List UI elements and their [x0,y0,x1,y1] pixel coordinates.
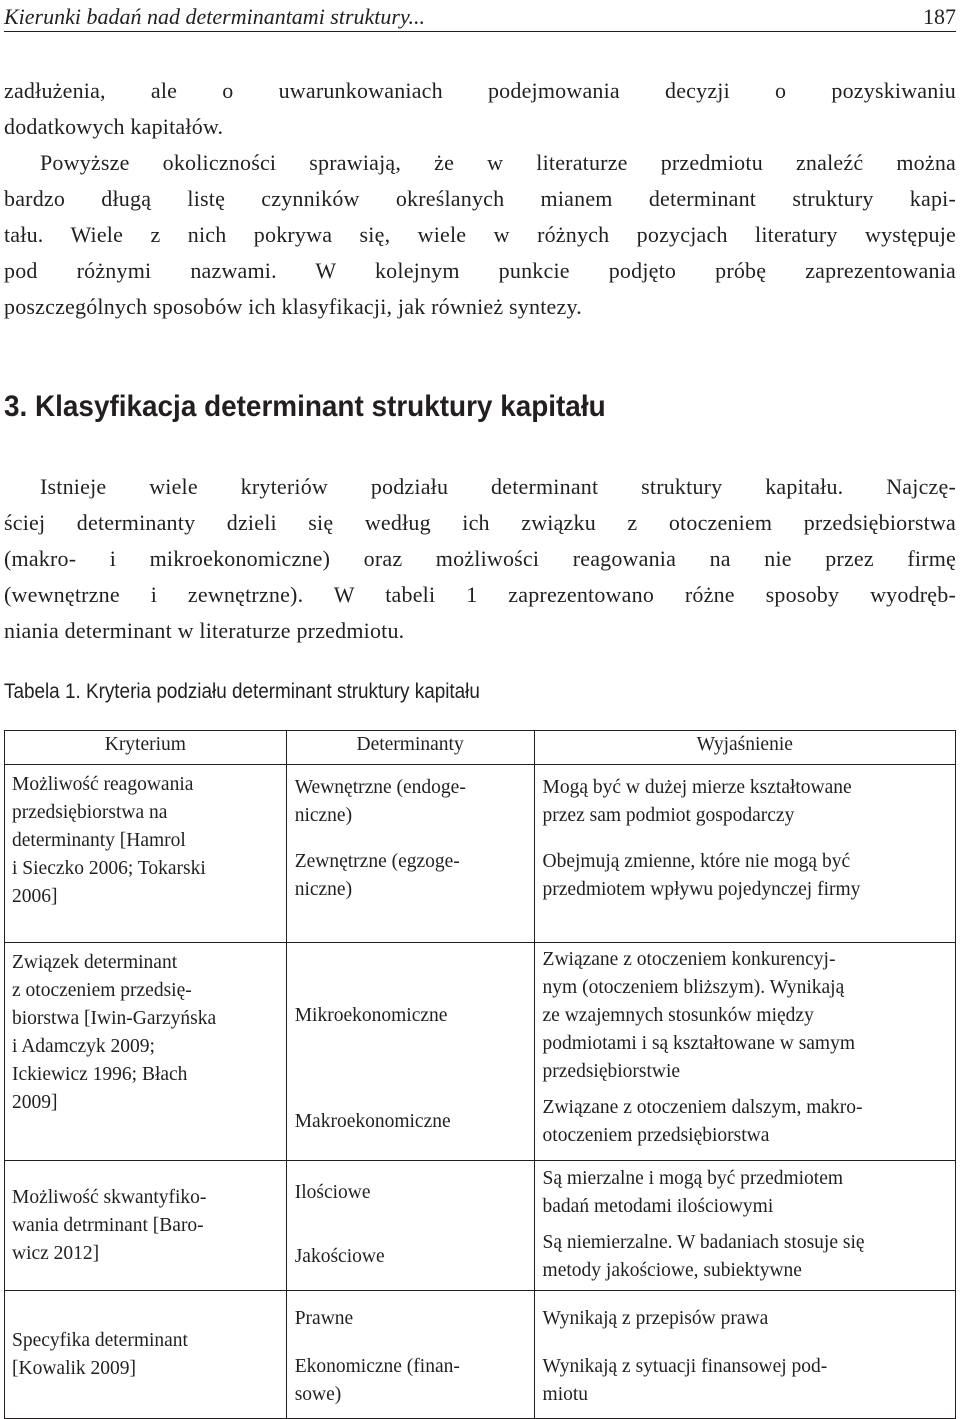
determinanty-cell [286,1161,534,1291]
wyjasnienie-cell [534,943,955,1161]
classification-table [4,730,956,1419]
determinanta-text: Prawne [294,1308,354,1329]
page-number: 187 [923,3,956,29]
text-line: (makro- i mikroekonomiczne) oraz możliwości reagowania na nie przez firmę [4,546,956,571]
text-line: Powyższe okoliczności sprawiają, że w literaturze przedmiotu znaleźć można [40,150,956,175]
table-row [5,765,956,943]
section-heading: 3. Klasyfikacja determinant struktury kapitału [4,390,606,423]
kryterium-cell [5,1161,287,1291]
determinanta-text: Makroekonomiczne [294,1111,451,1132]
table-row [5,943,956,1161]
header-kryterium: Kryterium [5,731,287,765]
determinanta-text: Ilościowe [294,1182,371,1203]
determinanta-text: Mikroekonomiczne [294,1005,448,1026]
text-line: dodatkowych kapitałów. [4,114,224,139]
kryterium-text: Specyfika determinant [Kowalik 2009] [12,1329,188,1379]
table-header-row [5,731,956,765]
determinanta-text: Zewnętrzne (egzoge- niczne) [294,851,460,900]
wyjasnienie-text: Są niemierzalne. W badaniach stosuje się metody jakościowe, subiektywne [542,1232,865,1281]
text-line: (wewnętrzne i zewnętrzne). W tabeli 1 zaprezentowano różne sposoby wyodręb- [4,582,956,607]
wyjasnienie-text: Wynikają z przepisów prawa [542,1308,769,1329]
header-wyjasnienie: Wyjaśnienie [534,731,955,765]
table-caption: Tabela 1. Kryteria podziału determinant struktury kapitału [4,680,480,703]
running-head [4,2,956,32]
text-line: bardzo długą listę czynników określanych mianem determinant struktury kapi- [4,186,956,211]
text-line: pod różnymi nazwami. W kolejnym punkcie podjęto próbę zaprezentowania [4,258,956,283]
wyjasnienie-cell [534,1291,955,1419]
kryterium-text: Możliwość reagowania przedsiębiorstwa na determinanty [Hamrol i Sieczko 2006; Tokarski 2006] [12,774,206,907]
text-line: Istnieje wiele kryteriów podziału determinant struktury kapitału. Najczę- [40,474,956,499]
determinanta-text: Wewnętrzne (endoge- niczne) [294,777,466,826]
determinanty-cell [286,765,534,943]
wyjasnienie-text: Związane z otoczeniem konkurencyj- nym (otoczeniem bliższym). Wynikają ze wzajemnych stosunków między podmiotami i są kształtowane w samym przedsiębiorstwie [542,949,856,1082]
header-determinanty: Determinanty [286,731,534,765]
text-line: poszczególnych sposobów ich klasyfikacji, jak również syntezy. [4,294,582,319]
wyjasnienie-cell [534,1161,955,1291]
kryterium-text: Związek determinant z otoczeniem przedsię- biorstwa [Iwin-Garzyńska i Adamczyk 2009; Ickiewicz 1996; Błach 2009] [12,952,217,1113]
kryterium-cell [5,1291,287,1419]
determinanta-text: Ekonomiczne (finan- sowe) [294,1356,460,1405]
text-line: tału. Wiele z nich pokrywa się, wiele w różnych pozycjach literatury występuje [4,222,956,247]
paragraph-1 [4,73,956,325]
determinanty-cell [286,1291,534,1419]
wyjasnienie-text: Mogą być w dużej mierze kształtowane przez sam podmiot gospodarczy [542,777,852,826]
text-line: ściej determinanty dzieli się według ich związku z otoczeniem przedsiębiorstwa [4,510,956,535]
paragraph-2 [4,469,956,649]
wyjasnienie-text: Wynikają z sytuacji finansowej pod- miotu [542,1356,828,1405]
kryterium-text: Możliwość skwantyfiko- wania detrminant [Baro- wicz 2012] [12,1186,207,1264]
text-line: zadłużenia, ale o uwarunkowaniach podejmowania decyzji o pozyskiwaniu [4,78,956,103]
wyjasnienie-text: Związane z otoczeniem dalszym, makro- otoczeniem przedsiębiorstwa [542,1097,863,1146]
kryterium-cell [5,765,287,943]
running-head-title: Kierunki badań nad determinantami struktury... [4,3,426,29]
kryterium-cell [5,943,287,1161]
determinanta-text: Jakościowe [294,1246,385,1267]
text-line: niania determinant w literaturze przedmiotu. [4,618,405,643]
determinanty-cell [286,943,534,1161]
table-row [5,1161,956,1291]
table-row [5,1291,956,1419]
wyjasnienie-cell [534,765,955,943]
wyjasnienie-text: Obejmują zmienne, które nie mogą być przedmiotem wpływu pojedynczej firmy [542,851,861,900]
wyjasnienie-text: Są mierzalne i mogą być przedmiotem badań metodami ilościowymi [542,1168,844,1217]
